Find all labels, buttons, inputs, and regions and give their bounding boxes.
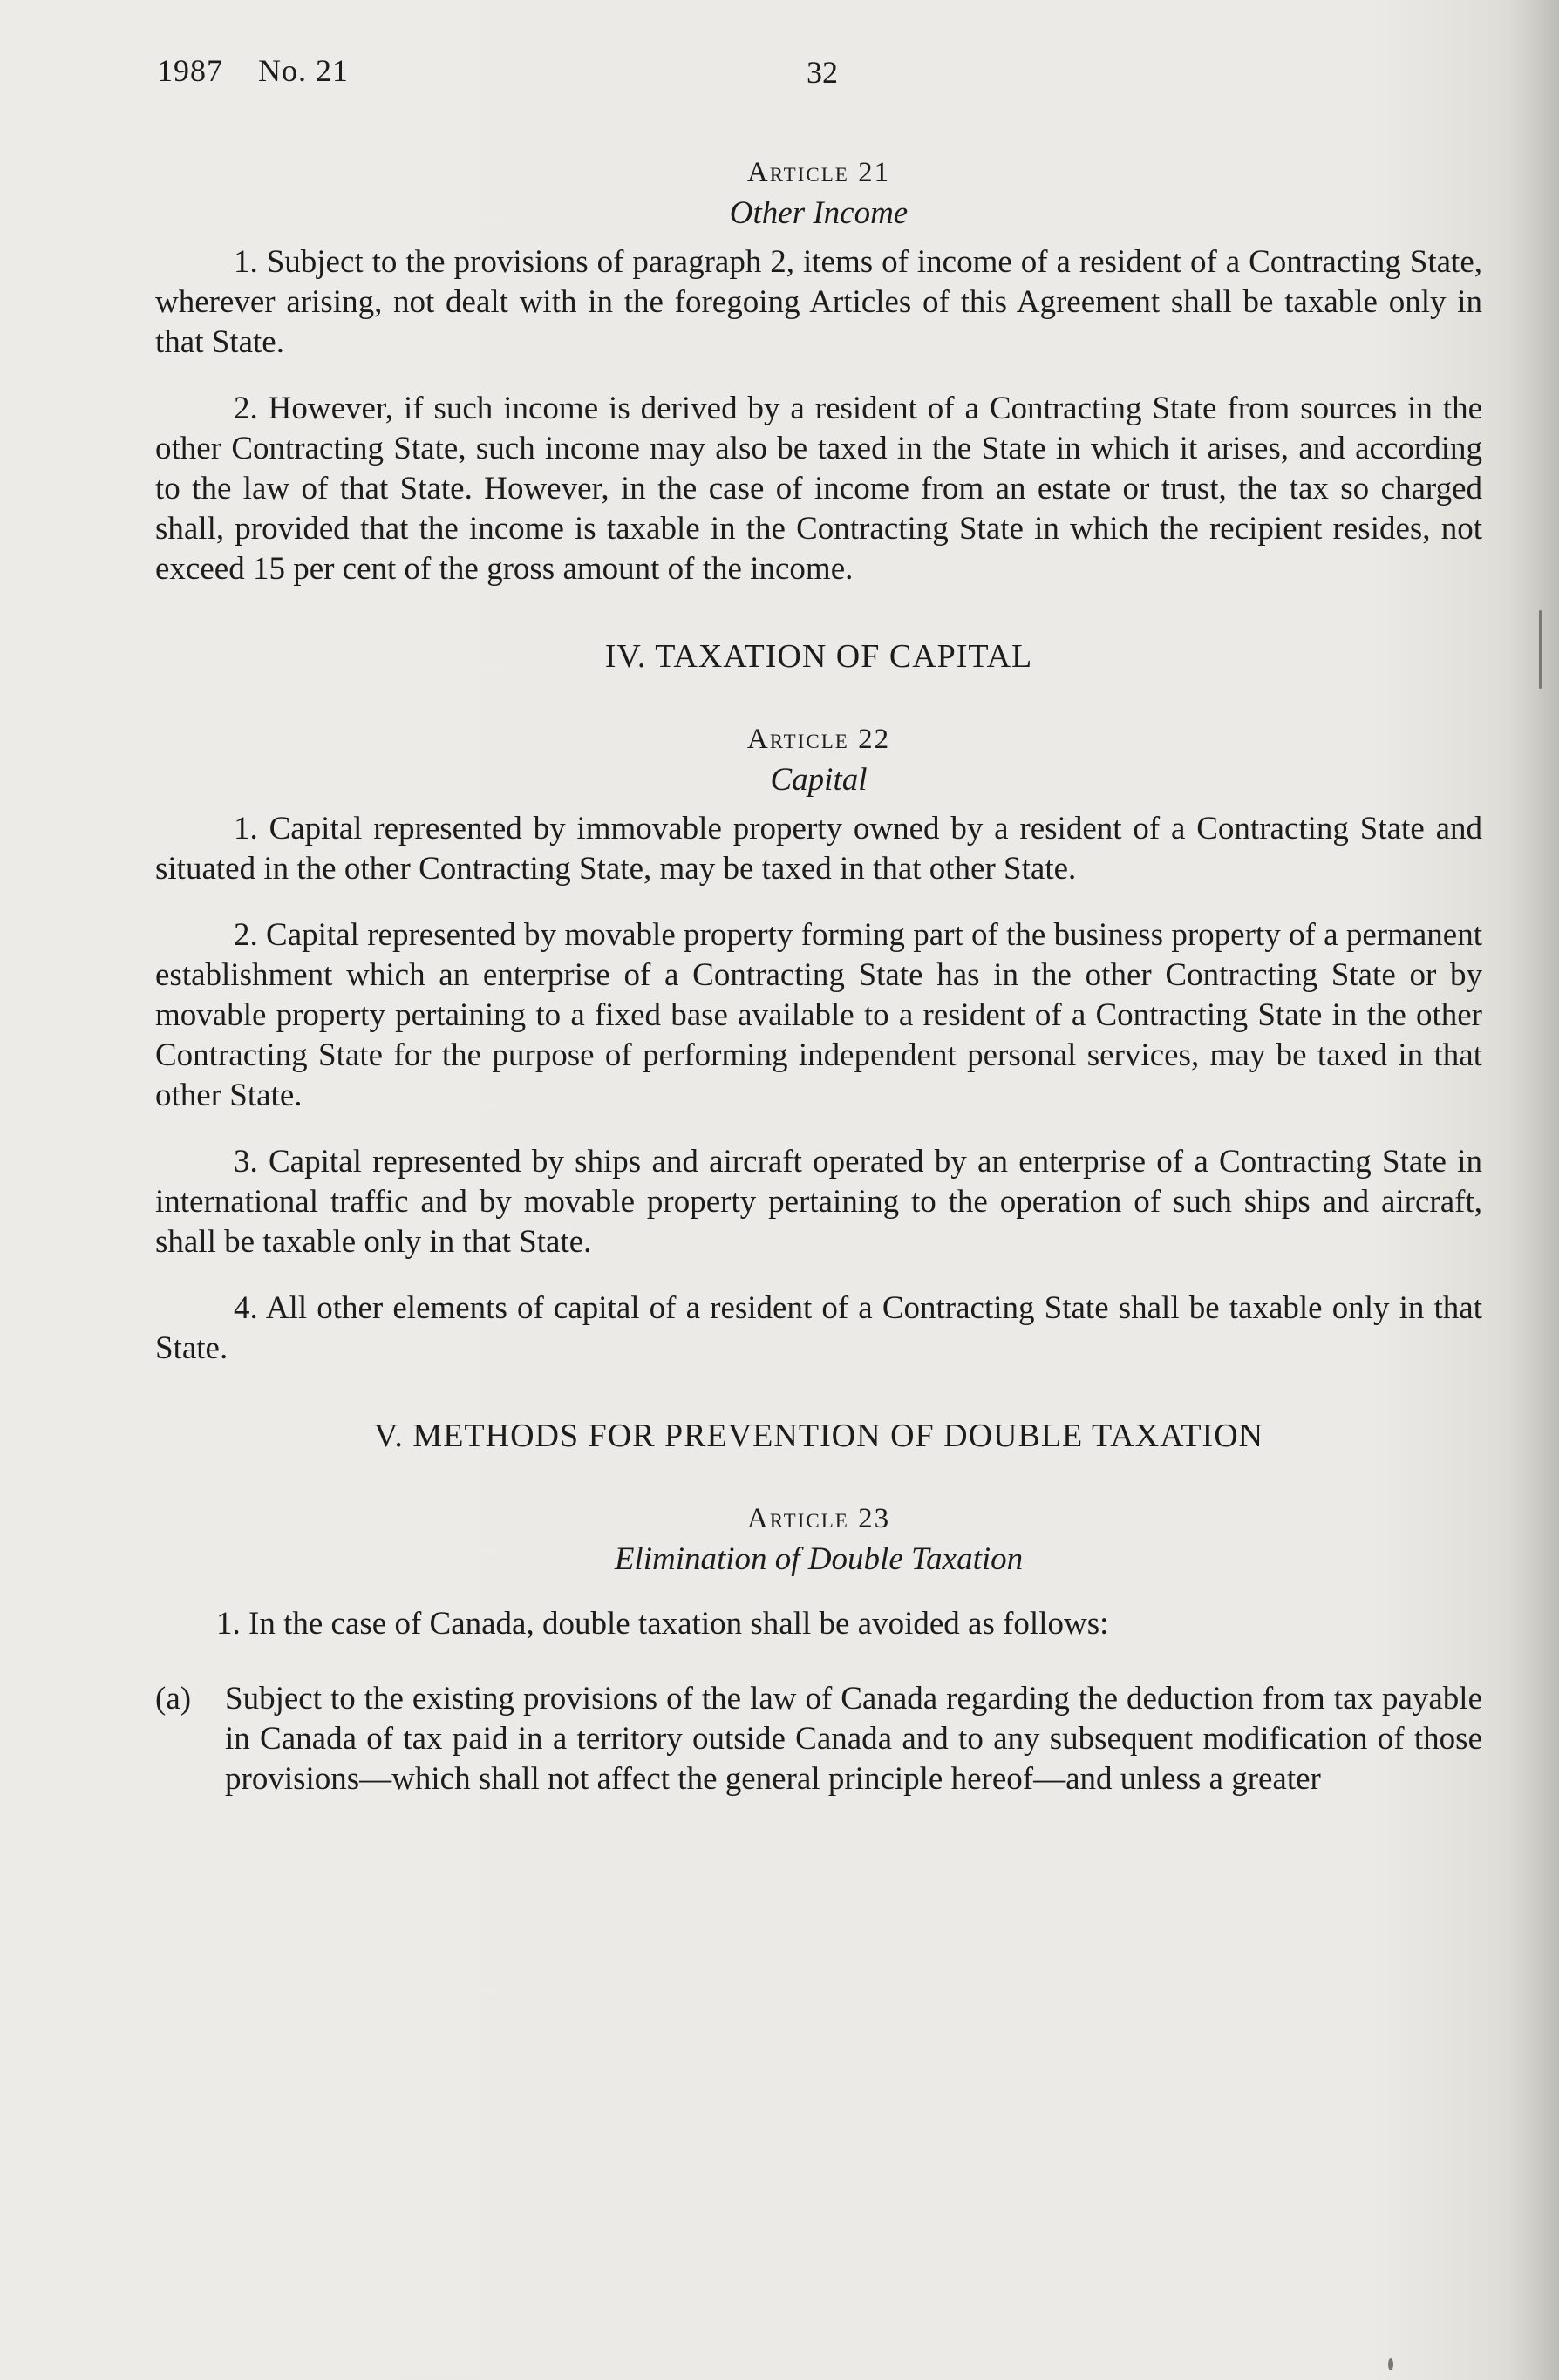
article-heading: Article 23 [746,1503,891,1534]
paper-speck [1539,610,1542,689]
paragraph: 2. Capital represented by movable property forming part of the business property of a permanent establishment which an enterprise of a Contracting State has in the other Contracting State or by movable property pertaining to a fixed base available to a resident of a Contracting State in the other Contracting State for the purpose of performing independent personal services, may be taxed in that other State. [155,917,1482,1113]
article-23 [155,1503,1482,1799]
article-heading: Article 21 [746,157,891,188]
page-number: 32 [807,55,838,90]
list-item [155,1679,1482,1799]
paragraph: 4. All other elements of capital of a resident of a Contracting State shall be taxable only in that State. [155,1290,1482,1366]
page-edge-shadow [1507,0,1559,2380]
paper-speck [1388,2358,1393,2370]
article-title: Other Income [729,195,909,231]
paragraph: 1. In the case of Canada, double taxation shall be avoided as follows: [216,1606,1109,1642]
paragraph: 3. Capital represented by ships and aircraft operated by an enterprise of a Contracting State in international traffic and by movable property pertaining to the operation of such ships and aircraft, shall be taxable only in that State. [155,1144,1482,1260]
list-item-label: (a) [155,1681,192,1717]
paragraph: 1. Subject to the provisions of paragraph 2, items of income of a resident of a Contracting State, wherever arising, not dealt with in the foregoing Articles of this Agreement shall be taxable only in that State. [155,244,1482,360]
page-body [155,157,1482,1799]
statute-reference: 1987 No. 21 [157,53,349,88]
article-22 [155,724,1482,1369]
list-item-text: Subject to the existing provisions of the law of Canada regarding the deduction from tax payable in Canada of tax paid in a territory outside Canada and to any subsequent modification of those provisions—which shall not affect the general principle hereof—and unless a greater [225,1681,1482,1797]
paragraph: 1. Capital represented by immovable property owned by a resident of a Contracting State and situated in the other Contracting State, may be taxed in that other State. [155,811,1482,887]
running-head [157,52,1482,96]
section-heading: IV. TAXATION OF CAPITAL [604,638,1033,675]
article-title: Elimination of Double Taxation [614,1541,1024,1577]
paragraph: 2. However, if such income is derived by a resident of a Contracting State from sources in the other Contracting State, such income may also be taxed in the State in which it arises, and according to the law of that State. However, in the case of income from an estate or trust, the tax so charged shall, provided that the income is taxable in the Contracting State in which the recipient resides, not exceed 15 per cent of the gross amount of the income. [155,391,1482,587]
section-heading: V. METHODS FOR PREVENTION OF DOUBLE TAXATION [373,1418,1264,1454]
article-heading: Article 22 [746,724,891,755]
article-21 [155,157,1482,589]
article-title: Capital [770,762,868,798]
